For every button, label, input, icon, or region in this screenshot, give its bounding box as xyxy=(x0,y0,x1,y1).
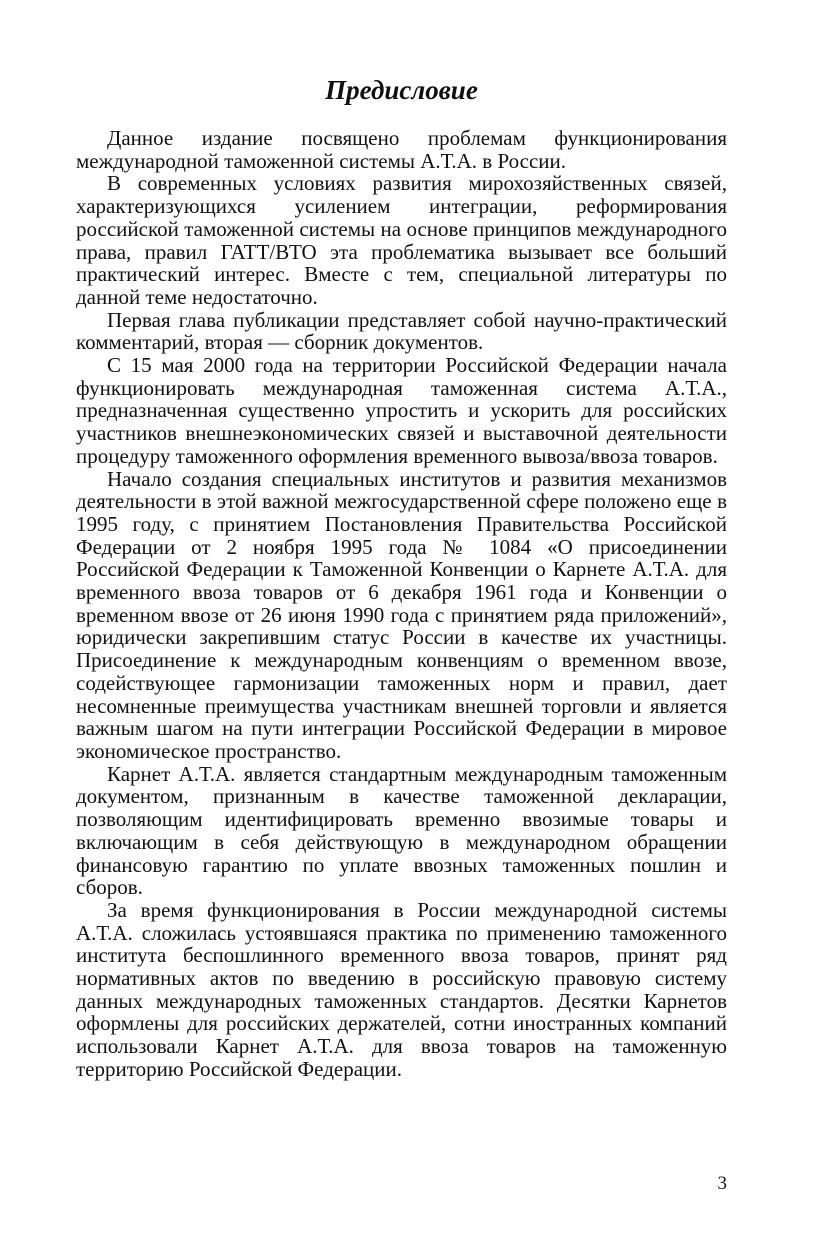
paragraph-2: В современных условиях развития мирохозяйственных связей, характеризующихся усилением интеграции, реформирования российской таможенной системы на основе принципов международного права, правил ГАТТ/ВТО эта проблематика вызывает все больший практический интерес. Вместе с тем, специальной литературы по данной теме недостаточно. xyxy=(76,171,727,309)
paragraph-7: За время функционирования в России международной системы А.Т.А. сложилась устоявшаяся практика по применению таможенного института беспошлинного временного ввоза товаров, принят ряд нормативных актов по введению в российскую правовую систему данных международных таможенных стандартов. Десятки Карнетов оформлены для российских держателей, сотни иностранных компаний использовали Карнет А.Т.А. для ввоза товаров на таможенную территорию Российской Федерации. xyxy=(76,897,727,1081)
body-text xyxy=(76,127,727,1081)
paragraph-6: Карнет А.Т.А. является стандартным международным таможенным документом, признанным в качестве таможенной декларации, позволяющим идентифицировать временно ввозимые товары и включающим в себя действующую в международном обращении финансовую гарантию по уплате ввозных таможенных пошлин и сборов. xyxy=(76,761,727,900)
paragraph-3: Первая глава публикации представляет собой научно-практический комментарий, вторая — сборник документов. xyxy=(76,307,727,355)
page-title: Предисловие xyxy=(325,75,478,105)
page-number: 3 xyxy=(717,1173,727,1194)
paragraph-4: С 15 мая 2000 года на территории Российской Федерации начала функционировать международная таможенная система А.Т.А., предназначенная существенно упростить и ускорить для российских участников внешнеэкономических связей и выставочной деятельности процедуру таможенного оформления временного вывоза/ввоза товаров. xyxy=(76,353,727,468)
document-page xyxy=(76,0,727,1241)
paragraph-5: Начало создания специальных институтов и развития механизмов деятельности в этой важной межгосударственной сфере положено еще в 1995 году, с принятием Постановления Правительства Российской Федерации от 2 ноября 1995 года № 1084 «О присоединении Российской Федерации к Таможенной Конвенции о Карнете А.Т.А. для временного ввоза товаров от 6 декабря 1961 года и Конвенции о временном ввозе от 26 июня 1990 года с принятием ряда приложений», юридически закрепившим статус России в качестве их участницы. Присоединение к международным конвенциям о временном ввозе, содействующее гармонизации таможенных норм и правил, дает несомненные преимущества участникам внешней торговли и является важным шагом на пути интеграции Российской Федерации в мировое экономическое пространство. xyxy=(76,466,727,763)
paragraph-1: Данное издание посвящено проблемам функционирования международной таможенной системы А.Т.А. в России. xyxy=(76,126,727,173)
